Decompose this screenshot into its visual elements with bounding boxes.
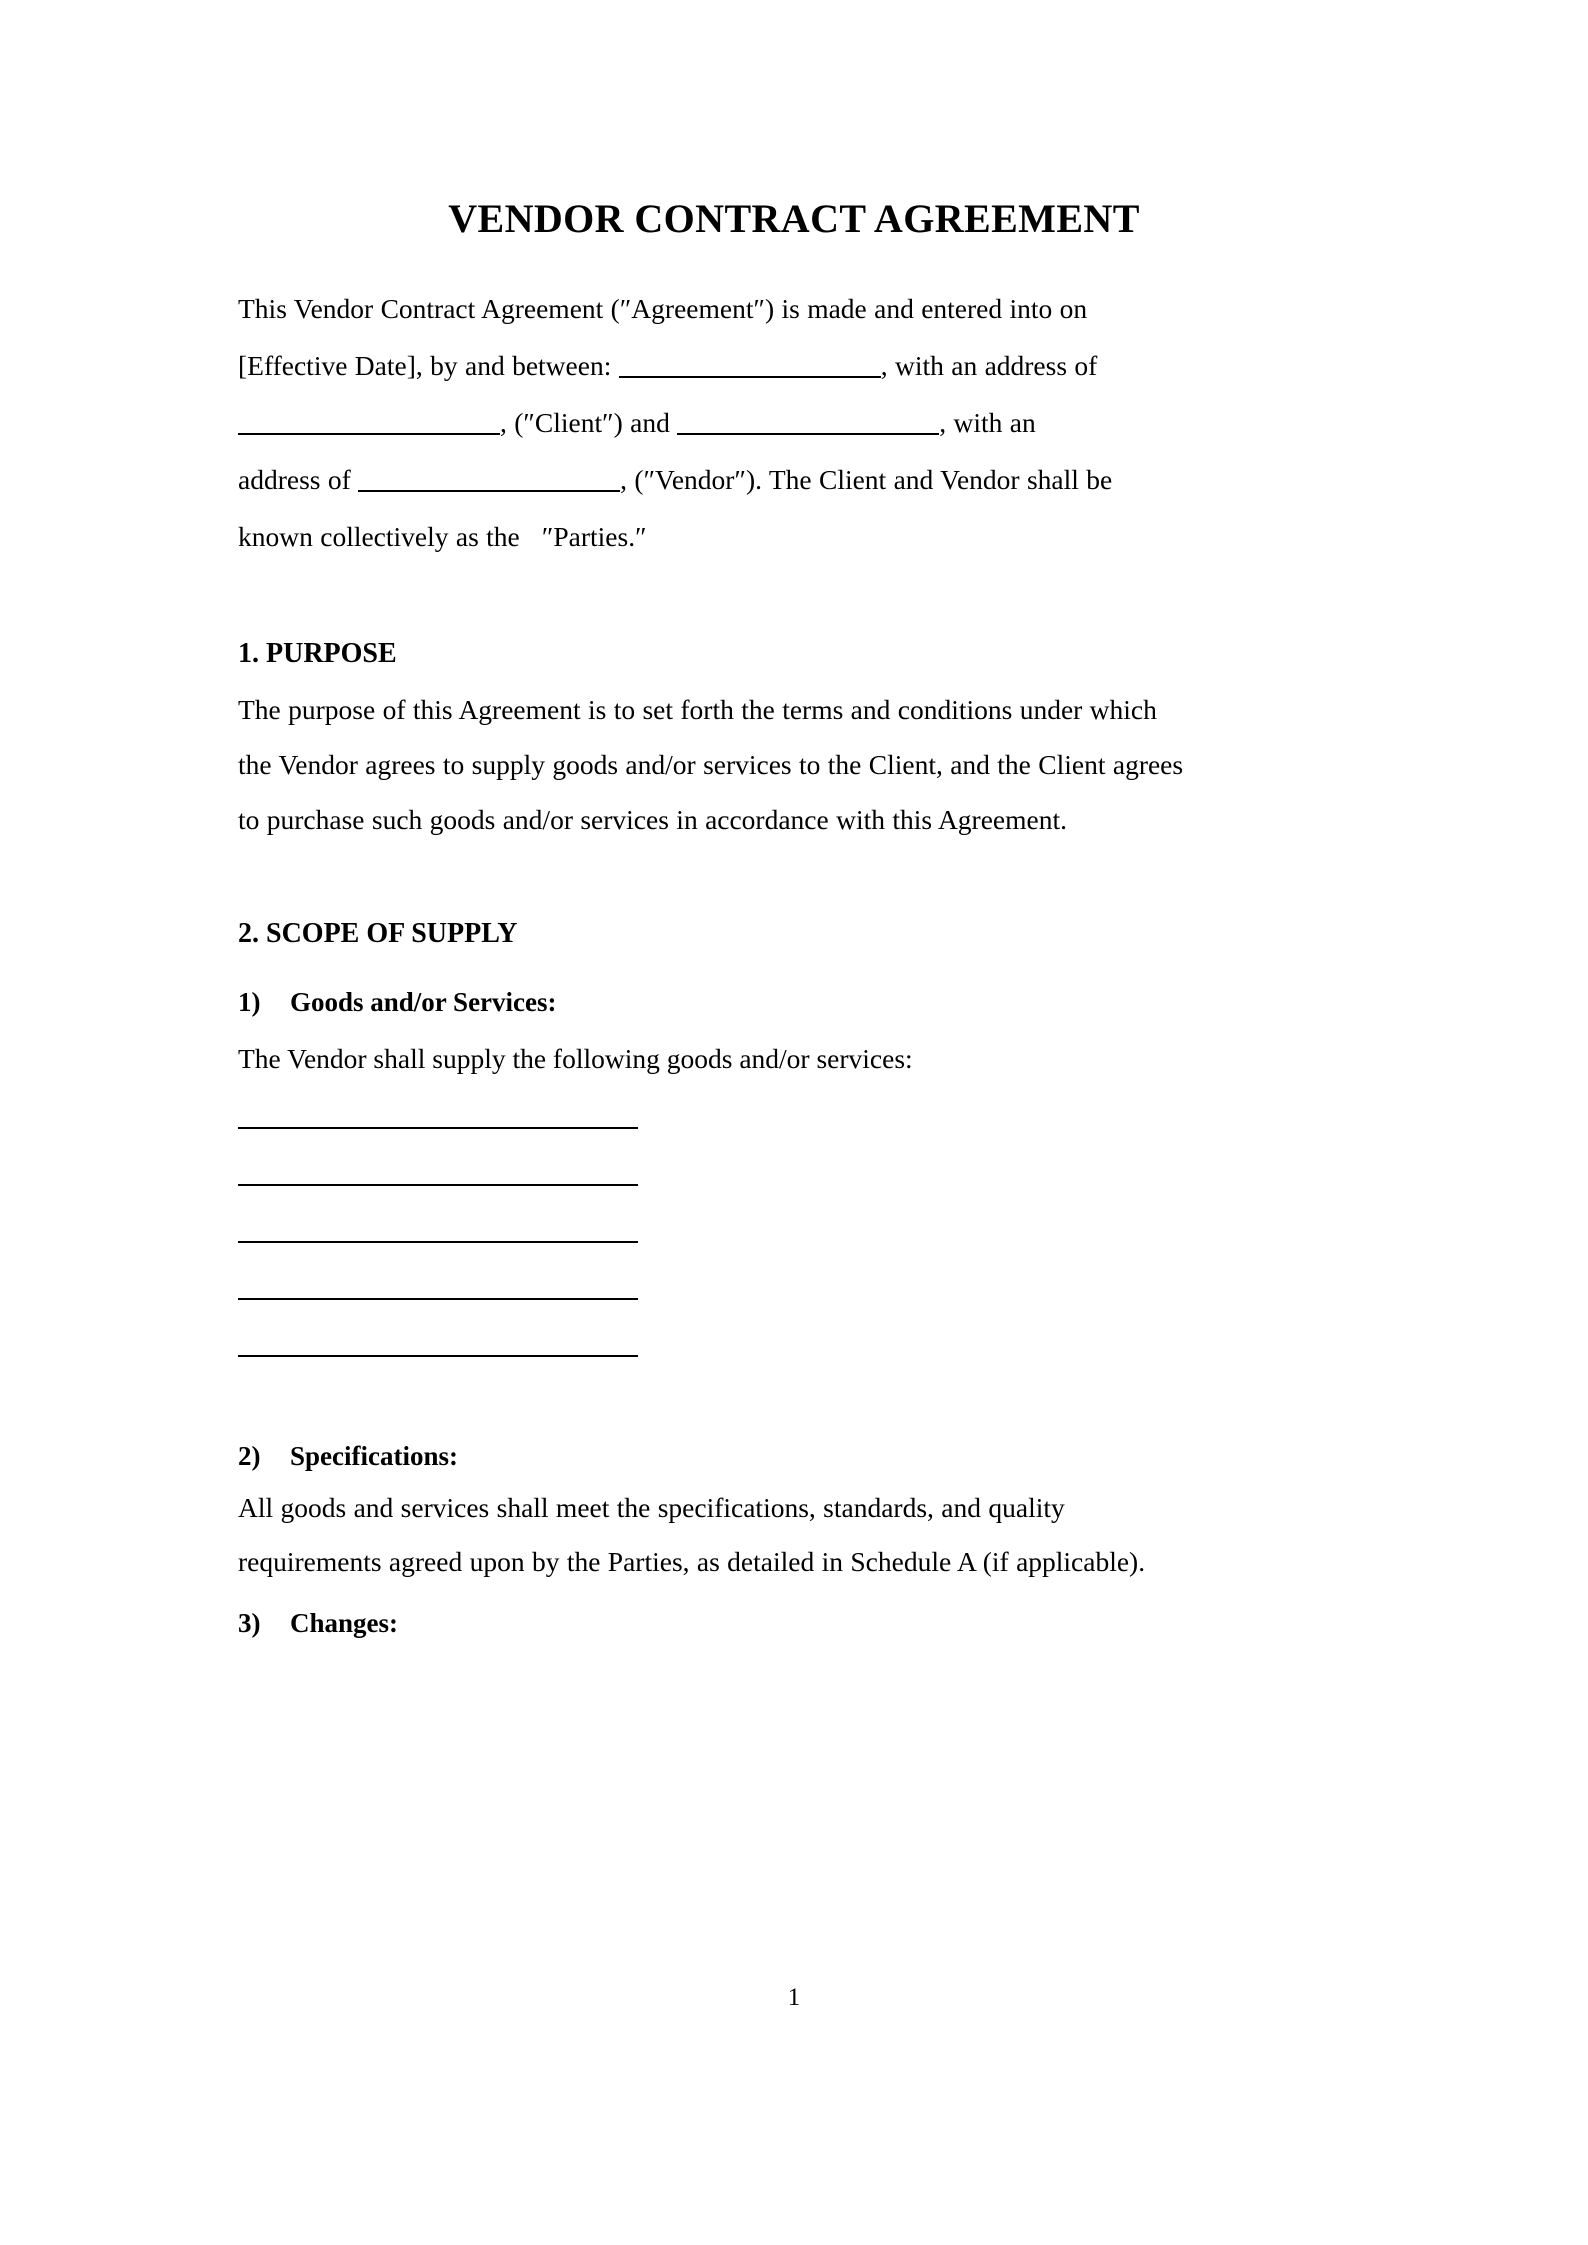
intro-line-3	[238, 394, 1350, 451]
intro-line-2-b: , with an address of	[880, 350, 1098, 381]
client-term: Client	[534, 407, 603, 438]
document-content	[238, 0, 1350, 1646]
blank-row	[238, 1184, 1350, 1241]
specifications-body	[238, 1479, 1350, 1589]
client-name-blank[interactable]	[619, 351, 881, 378]
blank-row	[238, 1241, 1350, 1298]
quote-close-agreement: ″	[753, 293, 765, 324]
purpose-body	[238, 676, 1350, 847]
page-title: VENDOR CONTRACT AGREEMENT	[448, 196, 1140, 241]
blank-row	[238, 1355, 1350, 1412]
purpose-line-1: The purpose of this Agreement is to set forth the terms and conditions under which	[238, 694, 1157, 725]
intro-line-2-a: [Effective Date], by and between:	[238, 350, 612, 381]
blank-row	[238, 1127, 1350, 1184]
quote-close-parties: ″	[635, 521, 647, 552]
intro-line-5-a: known collectively as the	[238, 521, 520, 552]
goods-services-blank-1[interactable]	[238, 1127, 638, 1129]
scope-item-2-number: 2)	[238, 1441, 261, 1471]
page-number: 1	[787, 1984, 801, 2011]
vendor-name-blank[interactable]	[677, 408, 939, 435]
section-heading-purpose: 1. PURPOSE	[238, 638, 397, 669]
intro-line-3-c: , with an	[939, 407, 1036, 438]
quote-open-parties: ″	[541, 521, 554, 552]
scope-item-1-number: 1)	[238, 987, 261, 1017]
intro-line-2	[238, 337, 1350, 394]
section-heading-scope-of-supply: 2. SCOPE OF SUPPLY	[238, 918, 518, 949]
scope-item-3-number: 3)	[238, 1608, 261, 1638]
intro-line-1-a: This Vendor Contract Agreement (	[238, 293, 620, 324]
scope-item-1-lead: The Vendor shall supply the following goods and/or services:	[238, 1043, 913, 1074]
scope-item-2-label: Specifications:	[290, 1441, 458, 1471]
goods-services-blank-4[interactable]	[238, 1298, 638, 1300]
intro-line-4-b: , (	[620, 464, 644, 495]
intro-line-3-b: ) and	[613, 407, 670, 438]
vendor-address-blank[interactable]	[358, 465, 620, 492]
quote-open-vendor: ″	[643, 464, 656, 495]
quote-open-agreement: ″	[619, 293, 632, 324]
scope-item-3	[238, 1589, 1350, 1646]
intro-line-1	[238, 242, 1350, 337]
intro-line-1-b: ) is made and entered into on	[764, 293, 1088, 324]
scope-item-1	[238, 956, 1350, 1025]
agreement-term: Agreement	[631, 293, 754, 324]
purpose-line-2: the Vendor agrees to supply goods and/or services to the Client, and the Client agrees	[238, 749, 1184, 780]
scope-item-1-label: Goods and/or Services:	[290, 987, 557, 1017]
intro-line-5	[238, 508, 1350, 565]
specifications-line-2: requirements agreed upon by the Parties, as detailed in Schedule A (if applicable).	[238, 1546, 1146, 1577]
goods-services-blank-3[interactable]	[238, 1241, 638, 1243]
goods-services-blank-list	[238, 1081, 1350, 1412]
blank-row	[238, 1298, 1350, 1355]
intro-line-3-a: , (	[500, 407, 524, 438]
intro-line-4-c: ). The Client and Vendor shall be	[745, 464, 1113, 495]
intro-paragraph	[238, 242, 1350, 565]
specifications-line-1: All goods and services shall meet the specifications, standards, and quality	[238, 1492, 1065, 1523]
vendor-term: Vendor	[655, 464, 735, 495]
scope-item-3-label: Changes:	[290, 1608, 399, 1638]
quote-close-client: ″	[602, 407, 614, 438]
intro-line-4	[238, 451, 1350, 508]
goods-services-blank-5[interactable]	[238, 1355, 638, 1357]
scope-item-2	[238, 1412, 1350, 1479]
purpose-line-3: to purchase such goods and/or services in accordance with this Agreement.	[238, 804, 1067, 835]
client-address-blank[interactable]	[238, 408, 500, 435]
quote-open-client: ″	[523, 407, 535, 438]
parties-term: Parties.	[553, 521, 636, 552]
goods-services-blank-2[interactable]	[238, 1184, 638, 1186]
intro-line-4-a: address of	[238, 464, 351, 495]
quote-close-vendor: ″	[734, 464, 746, 495]
